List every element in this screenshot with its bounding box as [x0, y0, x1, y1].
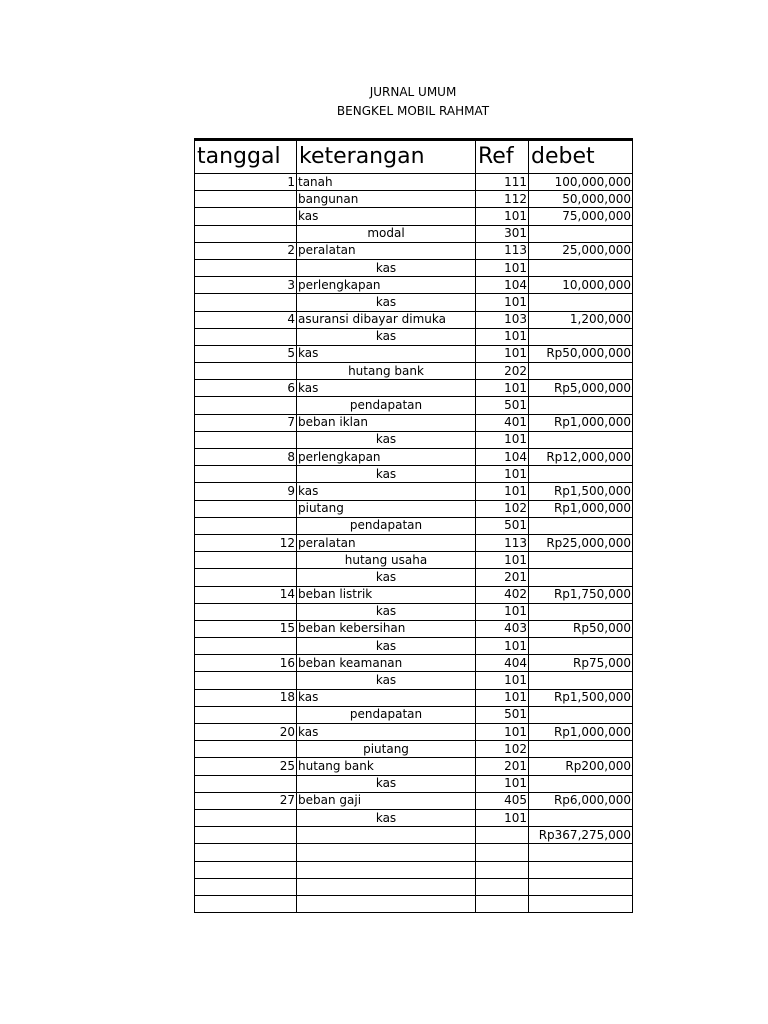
table-row [195, 586, 633, 603]
cell-keterangan: beban listrik [297, 586, 476, 603]
cell-ref [476, 861, 529, 878]
cell-debet: 10,000,000 [529, 277, 633, 294]
cell-debet [529, 706, 633, 723]
table-row [195, 724, 633, 741]
cell-ref: 101 [476, 328, 529, 345]
cell-keterangan: kas [297, 345, 476, 362]
cell-debet: Rp200,000 [529, 758, 633, 775]
table-row [195, 895, 633, 912]
table-row [195, 603, 633, 620]
cell-tanggal [195, 259, 297, 276]
cell-tanggal [195, 397, 297, 414]
table-row [195, 449, 633, 466]
cell-ref: 112 [476, 191, 529, 208]
cell-keterangan: beban gaji [297, 792, 476, 809]
cell-debet [529, 603, 633, 620]
cell-debet: Rp12,000,000 [529, 449, 633, 466]
cell-tanggal: 18 [195, 689, 297, 706]
cell-debet [529, 294, 633, 311]
cell-tanggal: 9 [195, 483, 297, 500]
cell-ref: 404 [476, 655, 529, 672]
cell-tanggal [195, 603, 297, 620]
cell-keterangan: pendapatan [297, 706, 476, 723]
table-row [195, 689, 633, 706]
cell-debet: Rp6,000,000 [529, 792, 633, 809]
cell-debet [529, 466, 633, 483]
cell-keterangan: hutang bank [297, 363, 476, 380]
table-row [195, 809, 633, 826]
cell-ref: 101 [476, 483, 529, 500]
cell-keterangan: kas [297, 569, 476, 586]
cell-tanggal: 20 [195, 724, 297, 741]
cell-ref: 101 [476, 689, 529, 706]
cell-keterangan [297, 844, 476, 861]
cell-tanggal [195, 517, 297, 534]
cell-ref: 101 [476, 208, 529, 225]
table-row [195, 242, 633, 259]
table-row [195, 706, 633, 723]
table-row [195, 294, 633, 311]
cell-ref [476, 827, 529, 844]
cell-debet [529, 552, 633, 569]
cell-keterangan: peralatan [297, 534, 476, 551]
table-row [195, 655, 633, 672]
cell-keterangan: piutang [297, 500, 476, 517]
cell-tanggal: 6 [195, 380, 297, 397]
cell-tanggal [195, 672, 297, 689]
table-row [195, 483, 633, 500]
cell-debet [529, 809, 633, 826]
cell-keterangan [297, 895, 476, 912]
cell-keterangan: piutang [297, 741, 476, 758]
cell-debet [529, 895, 633, 912]
cell-tanggal: 15 [195, 620, 297, 637]
table-row [195, 311, 633, 328]
cell-tanggal [195, 363, 297, 380]
cell-keterangan: kas [297, 672, 476, 689]
table-row [195, 191, 633, 208]
cell-keterangan: hutang bank [297, 758, 476, 775]
cell-tanggal [195, 895, 297, 912]
cell-tanggal [195, 844, 297, 861]
cell-keterangan: kas [297, 603, 476, 620]
cell-keterangan: bangunan [297, 191, 476, 208]
table-row [195, 775, 633, 792]
cell-debet [529, 861, 633, 878]
cell-ref: 201 [476, 569, 529, 586]
cell-ref: 101 [476, 466, 529, 483]
table-row [195, 397, 633, 414]
cell-ref: 101 [476, 672, 529, 689]
table-row [195, 363, 633, 380]
cell-tanggal [195, 208, 297, 225]
cell-ref: 111 [476, 174, 529, 191]
table-row [195, 380, 633, 397]
cell-keterangan: kas [297, 638, 476, 655]
cell-ref: 101 [476, 638, 529, 655]
cell-ref: 113 [476, 534, 529, 551]
table-row [195, 517, 633, 534]
cell-debet: Rp50,000 [529, 620, 633, 637]
table-row [195, 741, 633, 758]
cell-debet: Rp50,000,000 [529, 345, 633, 362]
cell-tanggal [195, 827, 297, 844]
cell-tanggal: 3 [195, 277, 297, 294]
cell-keterangan: kas [297, 724, 476, 741]
cell-tanggal [195, 706, 297, 723]
cell-debet [529, 741, 633, 758]
cell-keterangan: kas [297, 689, 476, 706]
cell-ref: 501 [476, 517, 529, 534]
cell-debet: Rp25,000,000 [529, 534, 633, 551]
cell-keterangan: pendapatan [297, 397, 476, 414]
cell-ref: 104 [476, 449, 529, 466]
cell-debet: Rp1,000,000 [529, 500, 633, 517]
table-row [195, 414, 633, 431]
table-row [195, 208, 633, 225]
cell-keterangan: peralatan [297, 242, 476, 259]
cell-ref: 101 [476, 775, 529, 792]
cell-tanggal [195, 775, 297, 792]
cell-ref: 101 [476, 259, 529, 276]
cell-keterangan: hutang usaha [297, 552, 476, 569]
cell-keterangan [297, 827, 476, 844]
cell-keterangan: kas [297, 466, 476, 483]
cell-debet [529, 844, 633, 861]
cell-ref: 402 [476, 586, 529, 603]
cell-keterangan [297, 861, 476, 878]
journal-table [194, 138, 633, 913]
cell-debet: Rp1,000,000 [529, 414, 633, 431]
cell-keterangan: tanah [297, 174, 476, 191]
cell-debet [529, 517, 633, 534]
cell-ref: 101 [476, 345, 529, 362]
column-header-keterangan: keterangan [297, 140, 476, 174]
cell-ref: 104 [476, 277, 529, 294]
table-row [195, 500, 633, 517]
cell-tanggal: 16 [195, 655, 297, 672]
cell-debet: 50,000,000 [529, 191, 633, 208]
cell-ref: 101 [476, 809, 529, 826]
table-row [195, 534, 633, 551]
cell-keterangan: kas [297, 775, 476, 792]
cell-ref: 101 [476, 603, 529, 620]
cell-debet: 75,000,000 [529, 208, 633, 225]
cell-debet: Rp1,000,000 [529, 724, 633, 741]
cell-tanggal [195, 878, 297, 895]
cell-debet [529, 878, 633, 895]
cell-ref: 301 [476, 225, 529, 242]
document-title: JURNAL UMUM [369, 85, 457, 99]
cell-keterangan: pendapatan [297, 517, 476, 534]
table-row [195, 174, 633, 191]
cell-ref: 101 [476, 380, 529, 397]
table-header-row [195, 140, 633, 174]
cell-debet: Rp75,000 [529, 655, 633, 672]
cell-ref: 101 [476, 552, 529, 569]
column-header-ref: Ref [476, 140, 529, 174]
table-row [195, 431, 633, 448]
cell-debet [529, 259, 633, 276]
cell-debet [529, 397, 633, 414]
cell-keterangan: kas [297, 809, 476, 826]
table-row [195, 620, 633, 637]
cell-keterangan: beban keamanan [297, 655, 476, 672]
cell-ref: 403 [476, 620, 529, 637]
table-row [195, 861, 633, 878]
cell-ref: 101 [476, 431, 529, 448]
cell-tanggal [195, 809, 297, 826]
cell-keterangan: kas [297, 483, 476, 500]
cell-ref: 101 [476, 294, 529, 311]
cell-debet: 100,000,000 [529, 174, 633, 191]
cell-debet [529, 363, 633, 380]
cell-tanggal [195, 431, 297, 448]
cell-keterangan: kas [297, 431, 476, 448]
table-row [195, 569, 633, 586]
cell-tanggal: 8 [195, 449, 297, 466]
table-row [195, 844, 633, 861]
cell-debet: Rp1,500,000 [529, 483, 633, 500]
cell-keterangan [297, 878, 476, 895]
cell-tanggal [195, 861, 297, 878]
cell-tanggal [195, 466, 297, 483]
cell-tanggal [195, 328, 297, 345]
column-header-tanggal: tanggal [195, 140, 297, 174]
table-row [195, 758, 633, 775]
cell-ref [476, 844, 529, 861]
cell-ref: 103 [476, 311, 529, 328]
cell-tanggal: 7 [195, 414, 297, 431]
cell-debet [529, 328, 633, 345]
cell-debet [529, 775, 633, 792]
cell-tanggal: 12 [195, 534, 297, 551]
cell-tanggal [195, 500, 297, 517]
cell-debet [529, 225, 633, 242]
table-row [195, 672, 633, 689]
cell-debet [529, 638, 633, 655]
cell-tanggal [195, 741, 297, 758]
table-row [195, 345, 633, 362]
cell-keterangan: perlengkapan [297, 277, 476, 294]
table-row [195, 552, 633, 569]
table-row [195, 225, 633, 242]
cell-tanggal [195, 569, 297, 586]
cell-keterangan: kas [297, 259, 476, 276]
cell-tanggal [195, 225, 297, 242]
document-subtitle: BENGKEL MOBIL RAHMAT [336, 104, 490, 118]
cell-debet: Rp5,000,000 [529, 380, 633, 397]
cell-ref: 102 [476, 741, 529, 758]
cell-ref: 202 [476, 363, 529, 380]
cell-keterangan: kas [297, 380, 476, 397]
cell-tanggal: 25 [195, 758, 297, 775]
cell-ref: 501 [476, 397, 529, 414]
cell-ref [476, 878, 529, 895]
cell-tanggal [195, 191, 297, 208]
cell-tanggal [195, 638, 297, 655]
cell-keterangan: beban kebersihan [297, 620, 476, 637]
cell-debet: Rp1,500,000 [529, 689, 633, 706]
table-row [195, 466, 633, 483]
cell-debet: Rp367,275,000 [529, 827, 633, 844]
table-row [195, 259, 633, 276]
cell-debet: 1,200,000 [529, 311, 633, 328]
cell-debet [529, 569, 633, 586]
table-row [195, 792, 633, 809]
cell-keterangan: kas [297, 208, 476, 225]
table-row [195, 638, 633, 655]
cell-ref: 102 [476, 500, 529, 517]
cell-tanggal [195, 294, 297, 311]
cell-debet [529, 672, 633, 689]
cell-ref: 401 [476, 414, 529, 431]
journal-body [195, 174, 633, 913]
cell-ref: 113 [476, 242, 529, 259]
cell-debet [529, 431, 633, 448]
cell-keterangan: modal [297, 225, 476, 242]
table-row [195, 328, 633, 345]
table-row [195, 878, 633, 895]
cell-ref: 501 [476, 706, 529, 723]
cell-tanggal: 4 [195, 311, 297, 328]
cell-tanggal: 27 [195, 792, 297, 809]
cell-keterangan: kas [297, 328, 476, 345]
cell-tanggal [195, 552, 297, 569]
cell-tanggal: 2 [195, 242, 297, 259]
cell-keterangan: perlengkapan [297, 449, 476, 466]
cell-debet: 25,000,000 [529, 242, 633, 259]
table-row [195, 277, 633, 294]
cell-tanggal: 5 [195, 345, 297, 362]
cell-keterangan: asuransi dibayar dimuka [297, 311, 476, 328]
cell-keterangan: kas [297, 294, 476, 311]
cell-keterangan: beban iklan [297, 414, 476, 431]
cell-ref: 101 [476, 724, 529, 741]
column-header-debet: debet [529, 140, 633, 174]
cell-ref: 201 [476, 758, 529, 775]
cell-debet: Rp1,750,000 [529, 586, 633, 603]
cell-tanggal: 1 [195, 174, 297, 191]
cell-ref: 405 [476, 792, 529, 809]
cell-ref [476, 895, 529, 912]
cell-tanggal: 14 [195, 586, 297, 603]
table-row [195, 827, 633, 844]
